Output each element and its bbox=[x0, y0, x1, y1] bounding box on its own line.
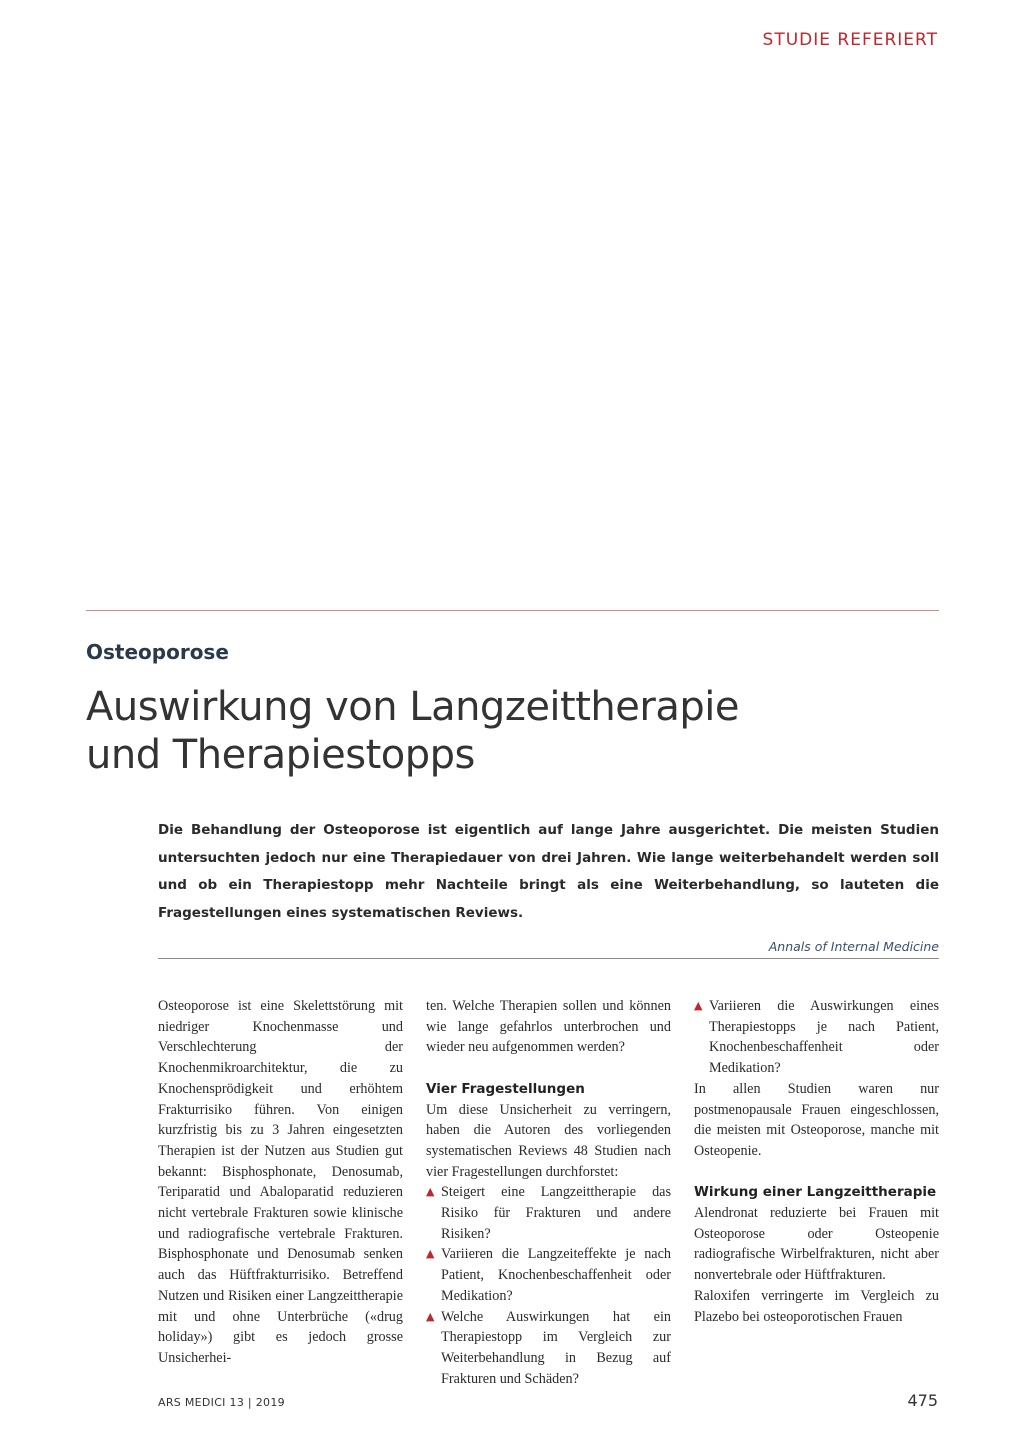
body-column-1 bbox=[158, 996, 403, 1369]
article-source: Annals of Internal Medicine bbox=[768, 939, 939, 954]
triangle-bullet-icon: ▲ bbox=[426, 1185, 435, 1199]
body-column-3 bbox=[694, 996, 939, 1327]
body-column-2 bbox=[426, 996, 671, 1389]
subheading: Vier Fragestellungen bbox=[426, 1080, 585, 1097]
subheading: Wirkung einer Langzeittherapie bbox=[694, 1184, 937, 1201]
article-title-line2: und Therapiestopps bbox=[86, 732, 475, 778]
bullet-text: Variieren die Auswirkungen eines Therapiestopps je nach Patient, Knochenbeschaffenheit oder Medikation? bbox=[709, 998, 939, 1077]
bullet-item bbox=[426, 1307, 671, 1390]
body-paragraph: Raloxifen verringerte im Vergleich zu Plazebo bei osteoporotischen Frauen bbox=[694, 1287, 939, 1325]
article-kicker: Osteoporose bbox=[86, 640, 229, 664]
bullet-item bbox=[426, 1182, 671, 1244]
article-title bbox=[86, 683, 939, 779]
body-paragraph: In allen Studien waren nur postmenopausale Frauen eingeschlossen, die meisten mit Osteoporose, manche mit Osteopenie. bbox=[694, 1080, 939, 1159]
article-title-line1: Auswirkung von Langzeittherapie bbox=[86, 684, 739, 730]
header-divider bbox=[86, 610, 939, 611]
triangle-bullet-icon: ▲ bbox=[426, 1309, 435, 1323]
bullet-text: Welche Auswirkungen hat ein Therapiestopp im Vergleich zur Weiterbehandlung in Bezug auf Frakturen und Schäden? bbox=[441, 1308, 671, 1387]
bullet-item bbox=[694, 996, 939, 1079]
article-lead: Die Behandlung der Osteoporose ist eigentlich auf lange Jahre ausgerichtet. Die meisten Studien untersuchten jedoch nur eine Therapiedauer von drei Jahren. Wie lange weiterbehandelt werden soll und ob ein Therapiestopp mehr Nachteile bringt als eine Weiterbehandlung, so lauteten die Fragestellungen eines systematischen Reviews. bbox=[158, 822, 939, 921]
triangle-bullet-icon: ▲ bbox=[426, 1247, 435, 1261]
body-paragraph: ten. Welche Therapien sollen und können wie lange gefahrlos unterbrochen und wieder neu aufgenommen werden? bbox=[426, 998, 671, 1056]
lead-divider bbox=[158, 958, 939, 959]
triangle-bullet-icon: ▲ bbox=[694, 999, 703, 1012]
bullet-text: Variieren die Langzeiteffekte je nach Patient, Knochenbeschaffenheit oder Medikation? bbox=[441, 1246, 671, 1304]
page-number: 475 bbox=[907, 1391, 938, 1410]
bullet-item bbox=[426, 1244, 671, 1306]
footer-journal: ARS MEDICI 13 | 2019 bbox=[158, 1396, 285, 1409]
body-paragraph: Osteoporose ist eine Skelettstörung mit niedriger Knochenmasse und Verschlechterung der Knochenmikroarchitektur, die zu Knochensprödigkeit und erhöhtem Frakturrisiko führen. Von einigen kurzfristig bis zu 3 Jahren eingesetzten Therapien ist der Nutzen aus Studien gut bekannt: Bisphosphonate, Denosumab, Teriparatid und Abaloparatid reduzieren nicht vertebrale Frakturen sowie klinische und radiografische vertebrale Frakturen. Bisphosphonate und Denosumab senken auch das Hüftfrakturrisiko. Betreffend Nutzen und Risiken einer Langzeittherapie mit und ohne Unterbrüche («drug holiday») gibt es jedoch grosse Unsicherhei- bbox=[158, 998, 403, 1366]
body-paragraph: Alendronat reduzierte bei Frauen mit Osteoporose oder Osteopenie radiografische Wirbelfrakturen, nicht aber nonvertebrale oder Hüftfrakturen. bbox=[694, 1205, 939, 1284]
body-paragraph: Um diese Unsicherheit zu verringern, haben die Autoren des vorliegenden systematischen Reviews 48 Studien nach vier Fragestellungen durchforstet: bbox=[426, 1101, 671, 1180]
section-label: STUDIE REFERIERT bbox=[762, 30, 938, 50]
bullet-text: Steigert eine Langzeittherapie das Risiko für Frakturen und andere Risiken? bbox=[441, 1184, 671, 1242]
